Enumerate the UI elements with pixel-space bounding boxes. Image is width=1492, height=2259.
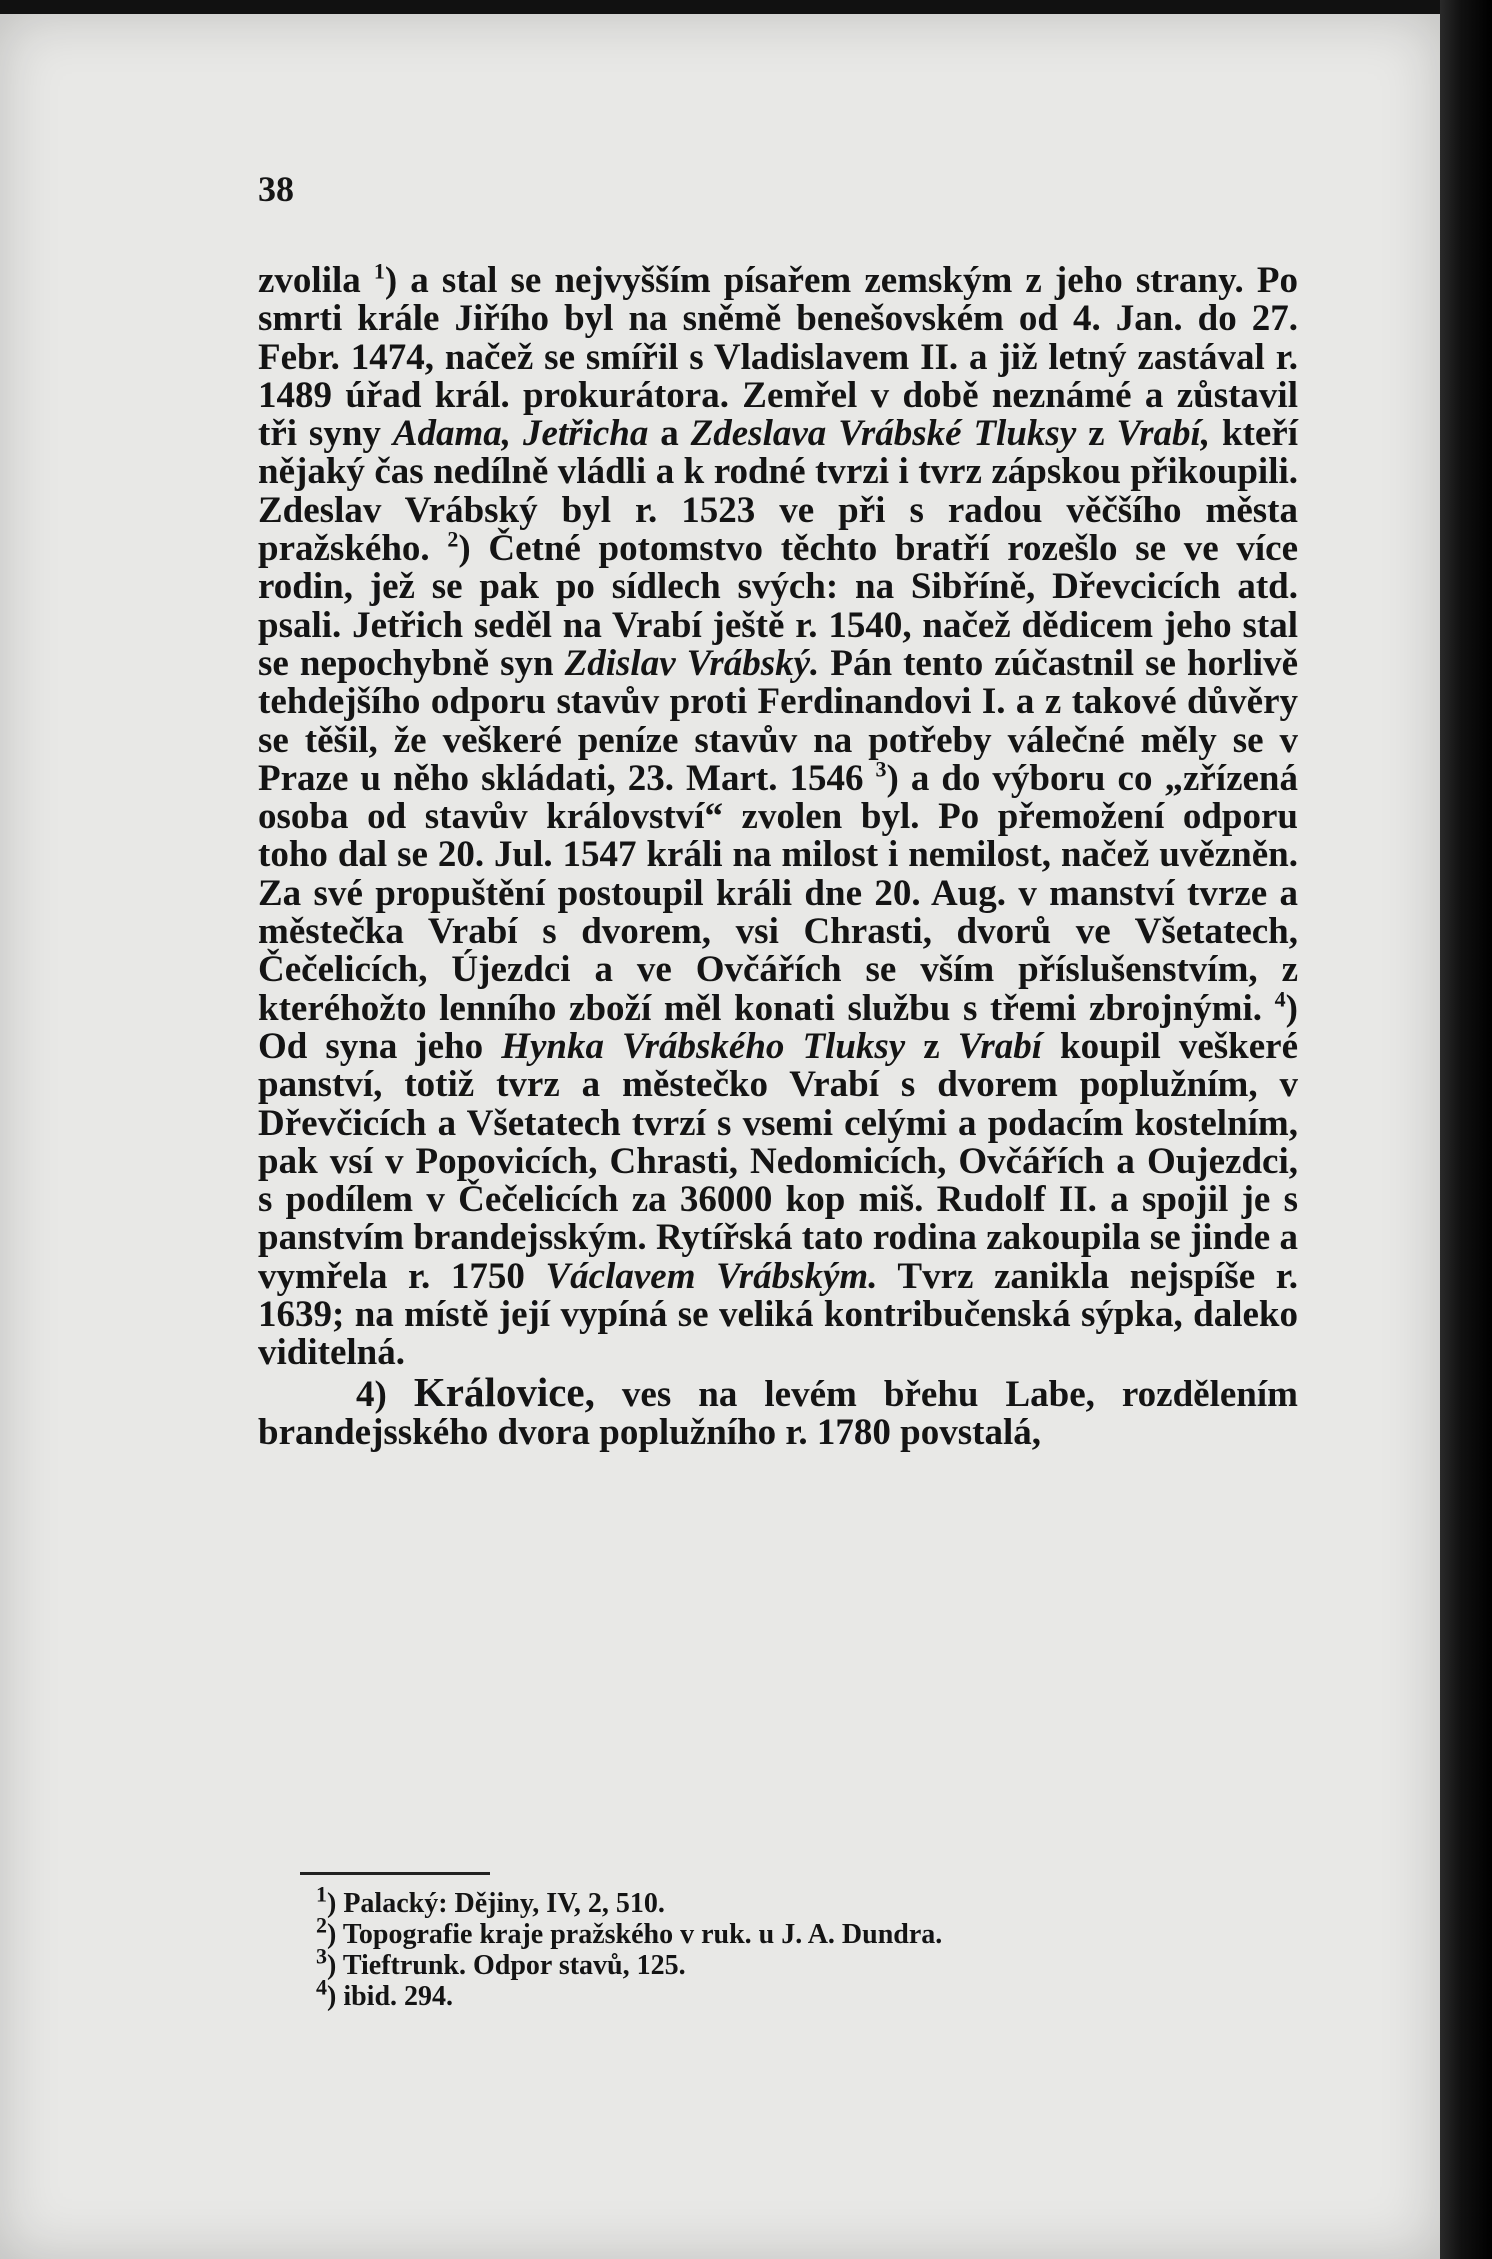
page-edge-shadow <box>1440 0 1492 2259</box>
text-run: Tvrz zanikla nejspíše r. 1639; na místě její vypíná se veliká kontribučenská sýpka, daleko viditelná. <box>258 1255 1298 1374</box>
italic-name: Adama, Jetřicha <box>392 413 649 455</box>
text-run: ) Četné potomstvo těchto bratří rozešlo se ve více rodin, jež se pak po sídlech svých: na Sibříně, Dřevcicích atd. psali. Jetřich seděl na Vrabí ještě r. 1540, načež dědicem jeho stal se nepochybně syn <box>258 528 1298 684</box>
footnote <box>316 1974 1216 2012</box>
text-run: zvolila <box>258 260 374 301</box>
footnote <box>316 1912 1216 1950</box>
footnote-ref: 3 <box>875 756 887 782</box>
italic-name: Vrabí <box>957 1025 1043 1067</box>
footnote-text: ) ibid. 294. <box>327 1981 454 2012</box>
text-run: ves na levém břehu Labe, rozdělením brandejsského dvora poplužního r. 1780 povstalá, <box>258 1373 1298 1453</box>
section-paragraph <box>258 1368 1298 1453</box>
section-heading: Královice, <box>413 1368 595 1415</box>
text-run: z <box>905 1025 958 1067</box>
footnote <box>316 1881 1216 1919</box>
paragraph <box>258 258 1299 1374</box>
italic-name: Zdeslava Vrábské Tluksy <box>690 413 1077 455</box>
text-run: a <box>648 413 691 455</box>
text-run: ) Od syna jeho <box>258 987 1298 1067</box>
main-text <box>258 258 1299 1453</box>
footnote-mark: 3 <box>316 1943 327 1969</box>
footnote-ref: 4 <box>1274 986 1286 1012</box>
footnote-divider <box>300 1872 490 1875</box>
footnotes <box>316 1881 1216 2012</box>
text-run: Pán tento zúčastnil se horlivě tehdejšího odporu stavův proti Ferdinandovi I. a z takové důvěry se těšil, že veškeré peníze stavův na potřeby válečné měly se v Praze u něho skládati, 23. Mart. 1546 <box>258 642 1299 799</box>
text-run: z <box>1076 413 1117 455</box>
footnote-text: ) Tieftrunk. Odpor stavů, 125. <box>327 1950 686 1981</box>
text-run: koupil veškeré panství, totiž tvrz a městečko Vrabí s dvorem poplužním, v Dřevčicích a Všetatech tvrzí s vsemi celými a podacím kostelním, pak vsí v Popovicích, Chrasti, Nedomicích, Ovčářích a Oujezdci, s podílem v Čečelicích za 36000 kop miš. Rudolf II. a spojil je s panstvím brandejsským. Rytířská tato rodina zakoupila se jinde a vymřela r. 1750 <box>258 1025 1298 1297</box>
footnote-ref: 1 <box>373 258 385 284</box>
italic-name: Zdislav Vrábský. <box>564 642 820 684</box>
text-run: kteří nějaký čas nedílně vládli a k rodné tvrzi i tvrz zápskou přikoupili. Zdeslav Vrábský byl r. 1523 ve při s radou věčšího města pražského. <box>258 413 1299 570</box>
scan-top-border <box>0 0 1492 14</box>
footnote-mark: 1 <box>316 1881 327 1907</box>
italic-name: Vrabí, <box>1116 413 1211 455</box>
footnote-text: ) Palacký: Dějiny, IV, 2, 510. <box>327 1888 665 1919</box>
section-number: 4) <box>356 1373 414 1415</box>
footnote <box>316 1943 1216 1981</box>
text-run: ) a do výboru co „zřízená osoba od stavův království“ zvolen byl. Po přemožení odporu toho dal se 20. Jul. 1547 králi na milost i nemilost, načež uvězněn. Za své propuštění postoupil králi dne 20. Aug. v manství tvrze a městečka Vrabí s dvorem, vsi Chrasti, dvorů ve Všetatech, Čečelicích, Újezdci a ve Ovčářích se vším příslušenstvím, z kteréhožto lenního zboží měl konati službu s třemi zbrojnými. <box>258 757 1299 1029</box>
footnote-mark: 2 <box>316 1912 327 1938</box>
italic-name: Hynka Vrábského Tluksy <box>501 1025 906 1067</box>
italic-name: Václavem Vrábským. <box>545 1255 878 1297</box>
footnote-text: ) Topografie kraje pražského v ruk. u J. A. Dundra. <box>327 1919 943 1950</box>
footnote-ref: 2 <box>447 526 459 552</box>
text-run: ) a stal se nejvyšším písařem zemským z jeho strany. Po smrti krále Jiřího byl na sněmě benešovském od 4. Jan. do 27. Febr. 1474, načež se smířil s Vladislavem II. a již letný zastával r. 1489 úřad král. prokurátora. Zemřel v době neznámé a zůstavil tři syny <box>258 260 1298 455</box>
page-number: 38 <box>258 169 294 209</box>
footnote-mark: 4 <box>316 1974 327 2000</box>
